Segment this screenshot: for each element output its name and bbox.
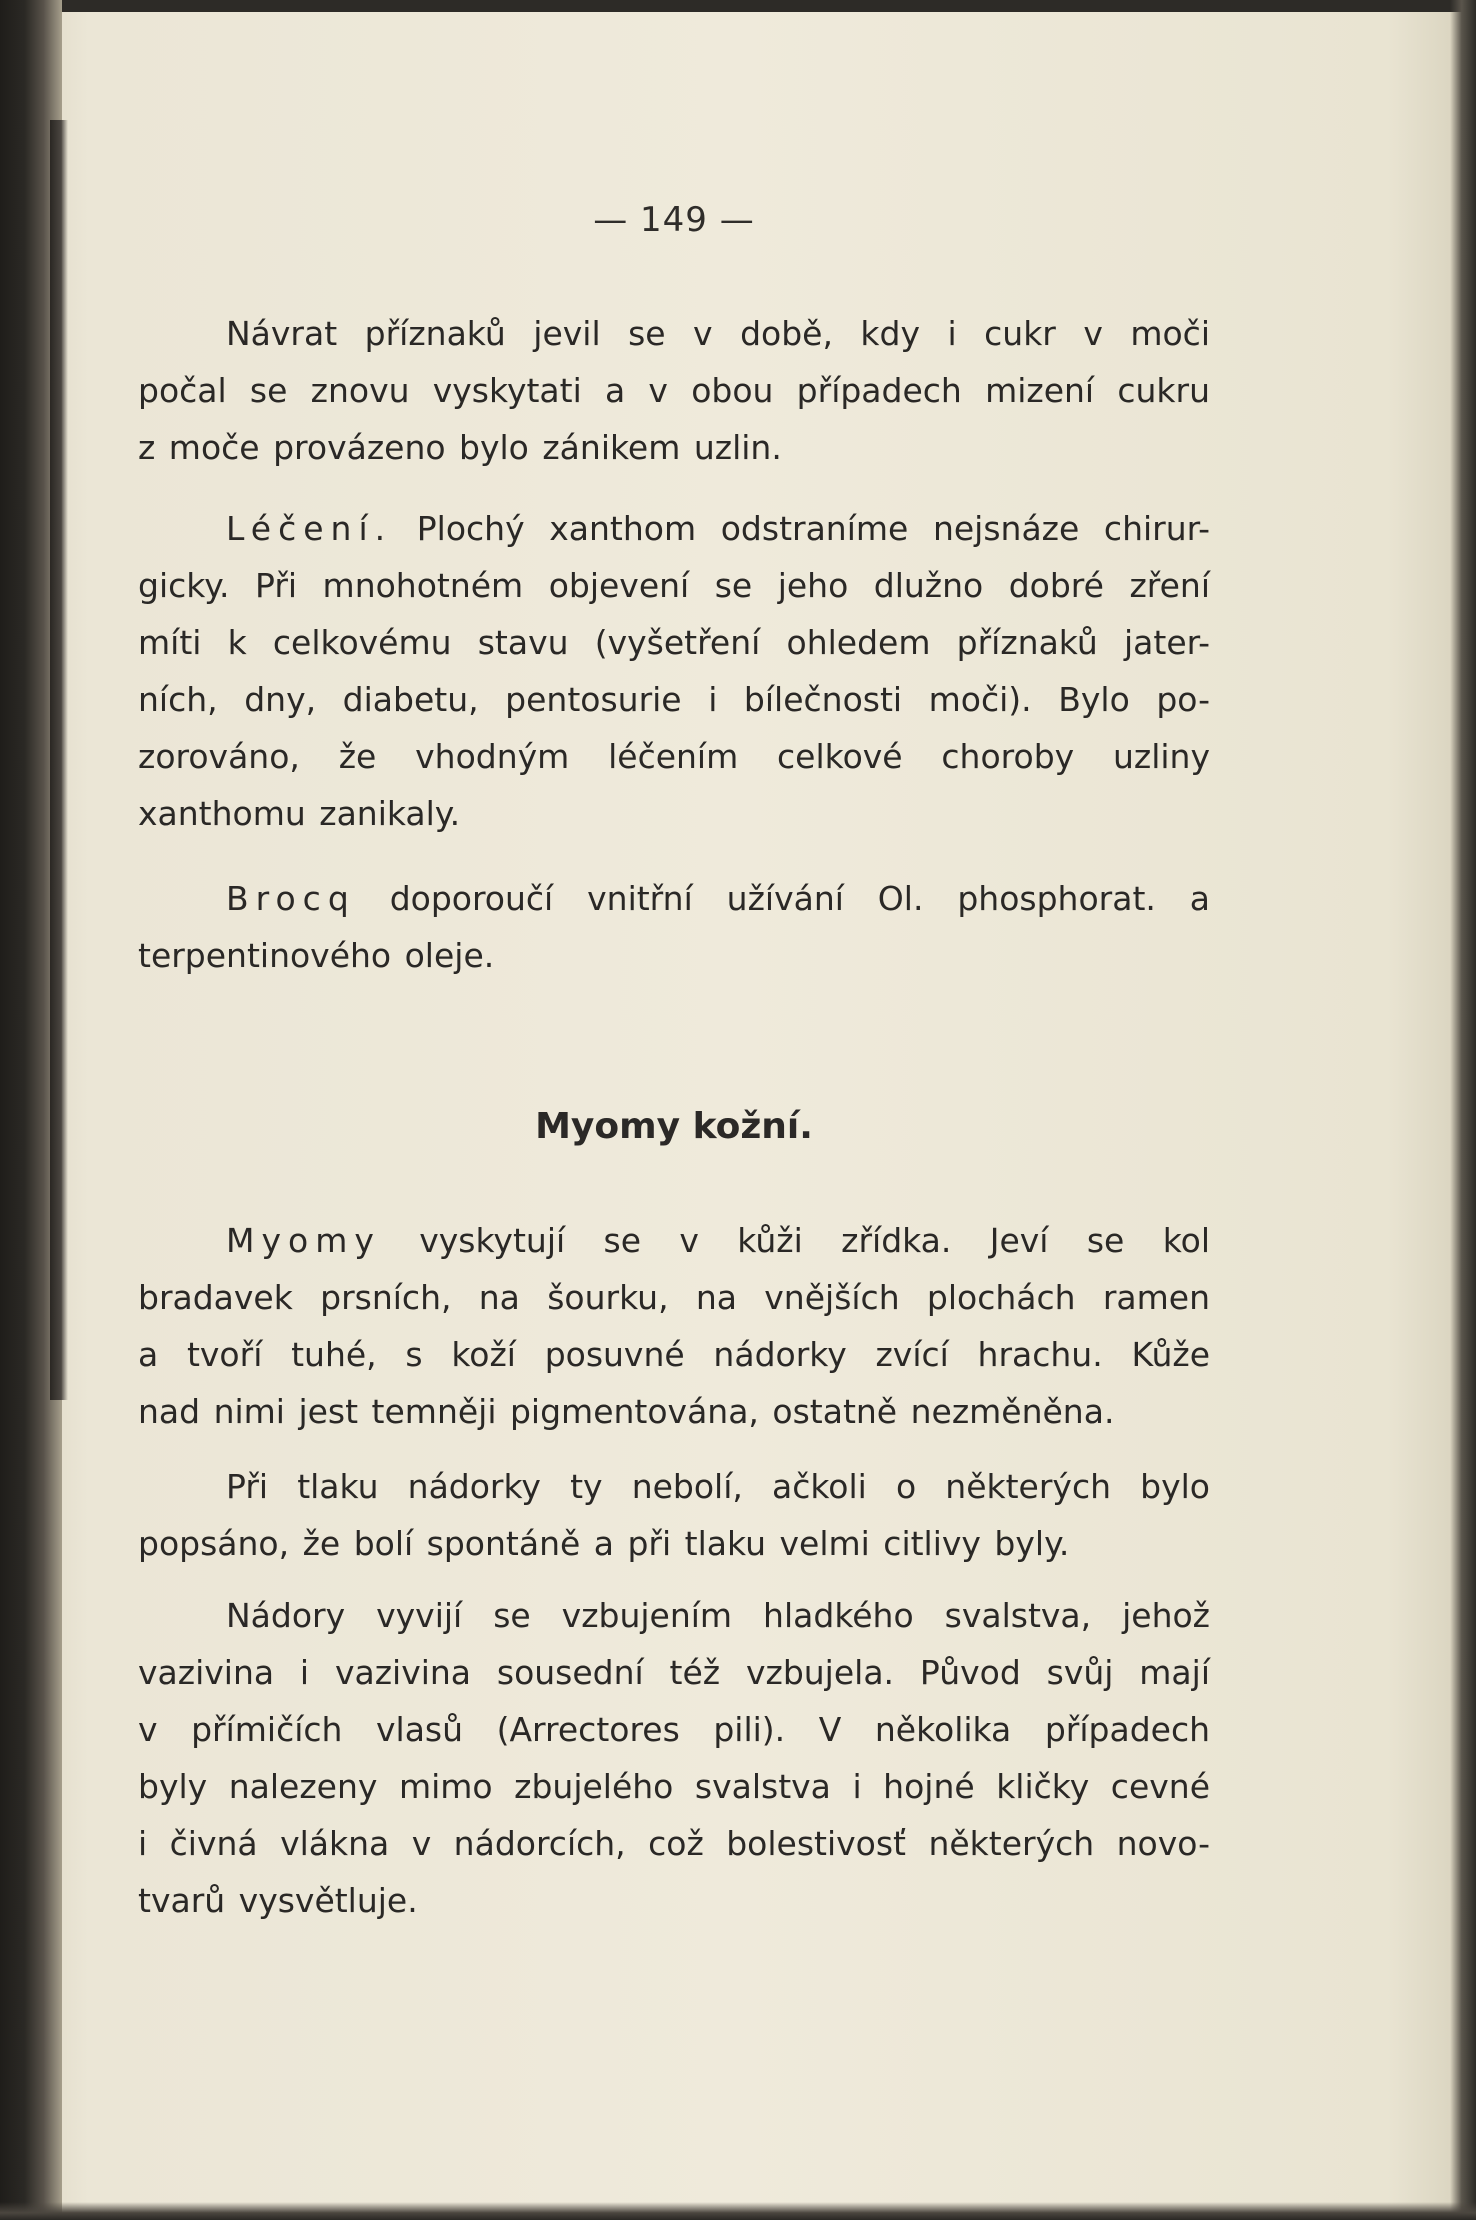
paragraph-line: vazivina i vazivina sousední též vzbujela. Původ svůj mají — [138, 1653, 1210, 1692]
spaced-term: Léčení. — [226, 509, 393, 548]
paragraph-4 — [138, 1212, 1210, 1440]
paragraph-line: zorováno, že vhodným léčením celkové choroby uzliny — [138, 737, 1210, 776]
paragraph-line: v přímičích vlasů (Arrectores pili). V několika případech — [138, 1710, 1210, 1749]
paragraph-line: tvarů vysvětluje. — [138, 1881, 418, 1920]
paragraph-line: Při tlaku nádorky ty nebolí, ačkoli o některých bylo — [226, 1467, 1210, 1506]
paragraph-line: gicky. Při mnohotném objevení se jeho dlužno dobré zření — [138, 566, 1210, 605]
line-text: vyskytují se v kůži zřídka. Jeví se kol — [419, 1221, 1210, 1260]
spaced-term: Myomy — [226, 1221, 381, 1260]
scan-bottom-edge — [0, 2202, 1476, 2220]
paragraph-line: a tvoří tuhé, s koží posuvné nádorky zvící hrachu. Kůže — [138, 1335, 1210, 1374]
page-number: — 149 — — [593, 200, 755, 240]
paragraph-line: terpentinového oleje. — [138, 936, 495, 975]
paragraph-3 — [138, 870, 1210, 984]
paragraph-line: ních, dny, diabetu, pentosurie i bílečnosti moči). Bylo po- — [138, 680, 1210, 719]
paragraph-line: počal se znovu vyskytati a v obou případech mizení cukru — [138, 371, 1210, 410]
line-text: doporoučí vnitřní užívání Ol. phosphorat. a — [389, 879, 1210, 918]
scan-top-edge — [0, 0, 1476, 12]
paragraph-1 — [138, 305, 1210, 476]
spaced-term: Brocq — [226, 879, 356, 918]
scan-right-edge — [1450, 0, 1476, 2220]
paragraph-line: xanthomu zanikaly. — [138, 794, 461, 833]
paragraph-line — [138, 500, 1210, 557]
paragraph-line: i čivná vlákna v nádorcích, což bolestivosť některých novo- — [138, 1824, 1210, 1863]
paragraph-5 — [138, 1458, 1210, 1572]
paragraph-line: byly nalezeny mimo zbujelého svalstva i hojné kličky cevné — [138, 1767, 1210, 1806]
paragraph-6 — [138, 1587, 1210, 1929]
paragraph-line: Návrat příznaků jevil se v době, kdy i cukr v moči — [226, 314, 1210, 353]
paragraph-line: z moče provázeno bylo zánikem uzlin. — [138, 428, 782, 467]
paragraph-line: Nádory vyvijí se vzbujením hladkého svalstva, jehož — [226, 1596, 1210, 1635]
paragraph-line: popsáno, že bolí spontáně a při tlaku velmi citlivy byly. — [138, 1524, 1070, 1563]
line-text: Plochý xanthom odstraníme nejsnáze chirur- — [416, 509, 1210, 548]
paragraph-2 — [138, 500, 1210, 842]
section-heading: Myomy kožní. — [535, 1106, 813, 1147]
paragraph-line: nad nimi jest temněji pigmentována, ostatně nezměněna. — [138, 1392, 1115, 1431]
paragraph-line — [138, 1212, 1210, 1269]
paragraph-line: míti k celkovému stavu (vyšetření ohledem příznaků jater- — [138, 623, 1210, 662]
book-spine-binding — [50, 120, 68, 1400]
paragraph-line — [138, 870, 1210, 927]
paragraph-line: bradavek prsních, na šourku, na vnějších plochách ramen — [138, 1278, 1210, 1317]
